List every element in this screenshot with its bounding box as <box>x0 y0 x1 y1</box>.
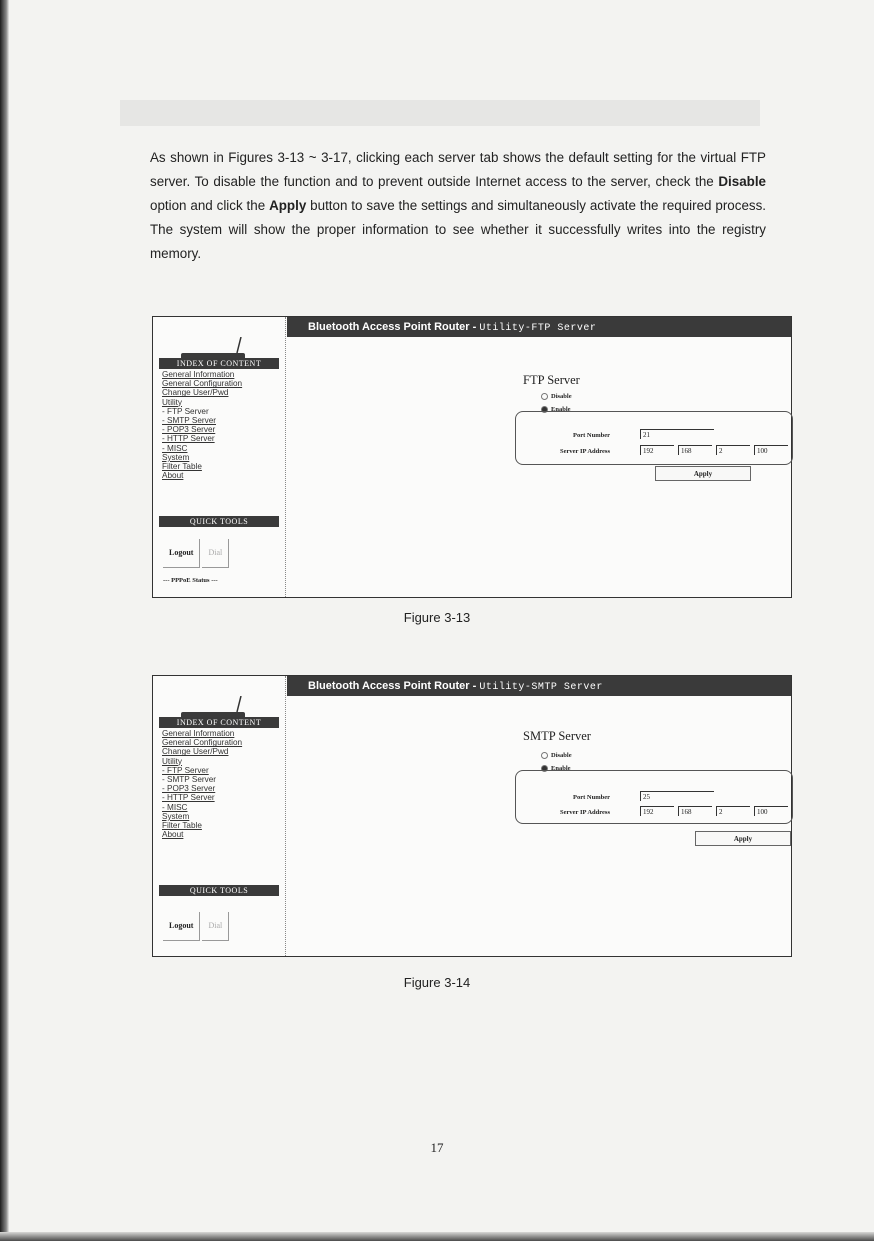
nav-ftp-server[interactable]: - FTP Server <box>162 765 209 775</box>
figure-3-14-screenshot <box>152 675 792 957</box>
nav-general-configuration[interactable]: General Configuration <box>162 379 243 389</box>
intro-paragraph <box>150 146 766 266</box>
disable-label: Disable <box>551 752 572 759</box>
window-title-bar <box>287 676 791 696</box>
server-settings-panel <box>515 770 793 824</box>
apply-button[interactable]: Apply <box>695 831 791 846</box>
disable-label: Disable <box>551 393 572 400</box>
port-number-field[interactable]: 25 <box>640 791 714 801</box>
index-of-content-header: INDEX OF CONTENT <box>159 358 279 369</box>
nav-general-configuration[interactable]: General Configuration <box>162 738 243 748</box>
title-page: Utility-SMTP Server <box>479 682 603 693</box>
paragraph-bold-disable: Disable <box>718 174 766 189</box>
title-main: Bluetooth Access Point Router - <box>308 680 480 692</box>
index-of-content-header: INDEX OF CONTENT <box>159 717 279 728</box>
logout-button[interactable]: Logout <box>163 539 200 568</box>
ip-octet-1-field[interactable]: 192 <box>640 445 674 455</box>
nav-pop3-server[interactable]: - POP3 Server <box>162 425 216 435</box>
nav-about[interactable]: About <box>162 471 184 481</box>
window-title-bar <box>287 317 791 337</box>
logout-button[interactable]: Logout <box>163 912 200 941</box>
nav-http-server[interactable]: - HTTP Server <box>162 434 215 444</box>
sidebar-nav <box>162 729 242 839</box>
ip-octet-3-field[interactable]: 2 <box>716 806 750 816</box>
sidebar-nav <box>162 370 242 480</box>
ip-octet-2-field[interactable]: 168 <box>678 806 712 816</box>
paragraph-text-3: button to save the settings and simultaneously activate the required process. The system will show the proper information to see whether it successfully writes into the registry memory. <box>150 198 767 261</box>
ip-octet-4-field[interactable]: 100 <box>754 806 788 816</box>
server-title: SMTP Server <box>523 729 591 743</box>
server-settings-panel <box>515 411 793 465</box>
apply-button[interactable]: Apply <box>655 466 751 481</box>
figure-3-13-caption: Figure 3-13 <box>403 610 471 625</box>
ip-octet-2-field[interactable]: 168 <box>678 445 712 455</box>
pppoe-status: --- PPPoE Status --- <box>163 577 218 584</box>
nav-general-information[interactable]: General Information <box>162 729 235 738</box>
page-number: 17 <box>430 1140 444 1155</box>
paragraph-bold-apply: Apply <box>269 198 307 213</box>
nav-change-user-pwd[interactable]: Change User/Pwd <box>162 747 229 757</box>
scan-bottom-shadow <box>0 1232 874 1241</box>
port-number-label: Port Number <box>572 794 610 801</box>
disable-radio[interactable] <box>541 393 548 400</box>
nav-general-information[interactable]: General Information <box>162 370 235 379</box>
enable-label: Enable <box>551 765 571 772</box>
nav-ftp-server[interactable]: - FTP Server <box>162 406 209 416</box>
dial-button[interactable]: Dial <box>202 912 229 941</box>
sidebar <box>153 676 286 956</box>
enable-label: Enable <box>551 406 571 413</box>
title-main: Bluetooth Access Point Router - <box>308 321 480 333</box>
quick-tools <box>163 912 229 941</box>
scan-bleed-band <box>120 100 760 126</box>
title-page: Utility-FTP Server <box>479 323 597 334</box>
nav-change-user-pwd[interactable]: Change User/Pwd <box>162 388 229 398</box>
ip-octet-1-field[interactable]: 192 <box>640 806 674 816</box>
nav-smtp-server[interactable]: - SMTP Server <box>162 775 216 785</box>
port-number-label: Port Number <box>572 432 610 439</box>
nav-smtp-server[interactable]: - SMTP Server <box>162 416 216 426</box>
nav-misc[interactable]: - MISC <box>162 443 188 453</box>
quick-tools-header: QUICK TOOLS <box>159 885 279 896</box>
disable-option[interactable] <box>541 752 572 759</box>
server-title: FTP Server <box>523 373 580 387</box>
nav-about[interactable]: About <box>162 830 184 840</box>
paragraph-text-1: As shown in Figures 3-13 ~ 3-17, clicking each server tab shows the default setting for the virtual FTP server. To disable the function and to prevent outside Internet access to the server, check the <box>150 150 766 189</box>
nav-pop3-server[interactable]: - POP3 Server <box>162 784 216 794</box>
figure-3-14-caption: Figure 3-14 <box>403 975 471 990</box>
ip-octet-3-field[interactable]: 2 <box>716 445 750 455</box>
nav-system[interactable]: System <box>162 811 190 821</box>
dial-button[interactable]: Dial <box>202 539 229 568</box>
quick-tools <box>163 539 229 568</box>
server-ip-label: Server IP Address <box>560 809 610 816</box>
figure-3-13-screenshot <box>152 316 792 598</box>
ip-octet-4-field[interactable]: 100 <box>754 445 788 455</box>
nav-utility[interactable]: Utility <box>162 756 183 766</box>
nav-http-server[interactable]: - HTTP Server <box>162 793 215 803</box>
port-number-field[interactable]: 21 <box>640 429 714 439</box>
nav-utility[interactable]: Utility <box>162 397 183 407</box>
nav-misc[interactable]: - MISC <box>162 802 188 812</box>
paragraph-text-2: option and click the <box>150 198 270 213</box>
nav-filter-table[interactable]: Filter Table <box>162 821 202 831</box>
sidebar <box>153 317 286 597</box>
nav-filter-table[interactable]: Filter Table <box>162 462 202 472</box>
server-ip-label: Server IP Address <box>560 448 610 455</box>
disable-option[interactable] <box>541 393 572 400</box>
quick-tools-header: QUICK TOOLS <box>159 516 279 527</box>
disable-radio[interactable] <box>541 752 548 759</box>
nav-system[interactable]: System <box>162 452 190 462</box>
